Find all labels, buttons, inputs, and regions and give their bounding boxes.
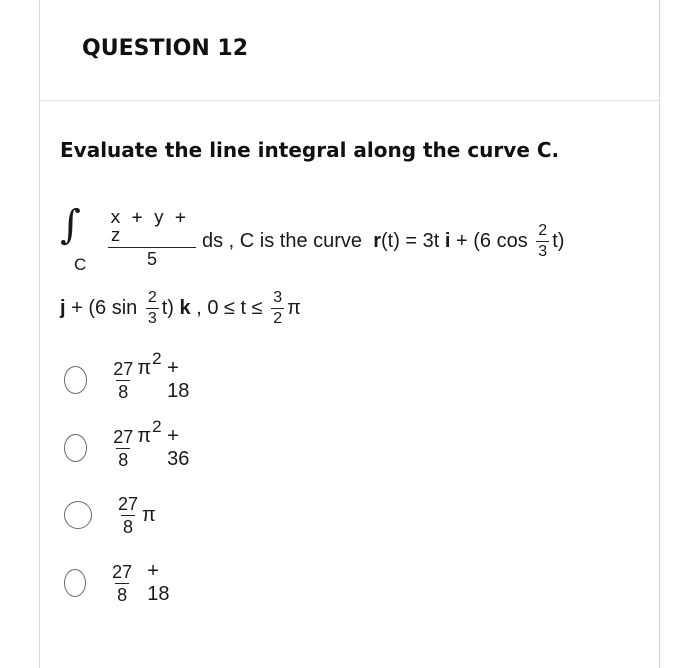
curve-definition-line1 xyxy=(202,223,564,260)
k-vector: k xyxy=(179,297,191,319)
option-tail: + 18 xyxy=(147,560,170,605)
option-pi: π xyxy=(137,425,152,447)
upper-bound-den: 2 xyxy=(273,310,283,327)
sin-term: + (6 sin xyxy=(71,297,138,319)
option-numerator: 27 xyxy=(118,493,139,514)
pi-symbol: π xyxy=(287,297,301,319)
option-denominator: 8 xyxy=(117,584,128,605)
upper-bound-num: 3 xyxy=(273,289,283,306)
radio-button[interactable] xyxy=(64,366,87,394)
option-exponent: 2 xyxy=(152,417,162,436)
integrand-numerator: x + y + z xyxy=(110,207,186,246)
integrand-fraction xyxy=(108,209,196,268)
cos-fraction-num: 2 xyxy=(538,222,548,239)
integral-sign: ∫ xyxy=(60,202,81,248)
upper-bound-fraction xyxy=(271,290,284,327)
option-denominator: 8 xyxy=(118,449,129,470)
integrand-denominator: 5 xyxy=(108,247,196,268)
option-numerator: 27 xyxy=(113,358,134,379)
ds-text: ds , C is the curve xyxy=(202,230,363,252)
sin-fraction-num: 2 xyxy=(147,289,157,306)
answer-option-4[interactable] xyxy=(60,553,175,613)
cos-term: + (6 cos xyxy=(456,230,528,252)
j-vector: j xyxy=(60,297,66,319)
radio-button[interactable] xyxy=(64,569,86,597)
sin-fraction-den: 3 xyxy=(147,310,157,327)
option-numerator: 27 xyxy=(112,561,133,582)
r-argument: (t) = 3t xyxy=(380,230,440,252)
option-tail: + 18 xyxy=(167,357,190,402)
option-text xyxy=(142,504,156,527)
option-text xyxy=(136,560,175,606)
i-vector: i xyxy=(444,230,451,252)
option-exponent: 2 xyxy=(152,349,162,368)
question-title: QUESTION 12 xyxy=(82,36,249,61)
range-text: , 0 ≤ t ≤ xyxy=(196,297,263,319)
sin-fraction xyxy=(146,290,159,327)
cos-fraction xyxy=(536,223,549,260)
option-pi: π xyxy=(142,503,156,526)
radio-button[interactable] xyxy=(64,501,92,529)
question-prompt: Evaluate the line integral along the curve C. xyxy=(60,138,560,162)
integral-subscript: C xyxy=(74,255,87,274)
answer-option-1[interactable] xyxy=(60,350,194,410)
sin-close: t) xyxy=(161,297,174,319)
cos-close: t) xyxy=(552,230,565,252)
option-tail: + 36 xyxy=(167,425,190,470)
radio-button[interactable] xyxy=(64,434,87,462)
option-denominator: 8 xyxy=(123,516,134,537)
option-text xyxy=(137,417,194,471)
cos-fraction-den: 3 xyxy=(538,243,548,260)
r-vector: r xyxy=(373,230,381,252)
curve-definition-line2 xyxy=(60,290,301,327)
option-text xyxy=(137,349,194,403)
option-denominator: 8 xyxy=(118,381,129,402)
option-pi: π xyxy=(137,357,152,379)
answer-option-2[interactable] xyxy=(60,418,194,478)
divider xyxy=(40,100,659,101)
option-fraction xyxy=(111,428,135,469)
option-fraction xyxy=(110,563,134,604)
option-fraction xyxy=(111,360,135,401)
answer-option-3[interactable] xyxy=(60,485,156,545)
option-fraction xyxy=(116,495,140,536)
option-numerator: 27 xyxy=(113,426,134,447)
